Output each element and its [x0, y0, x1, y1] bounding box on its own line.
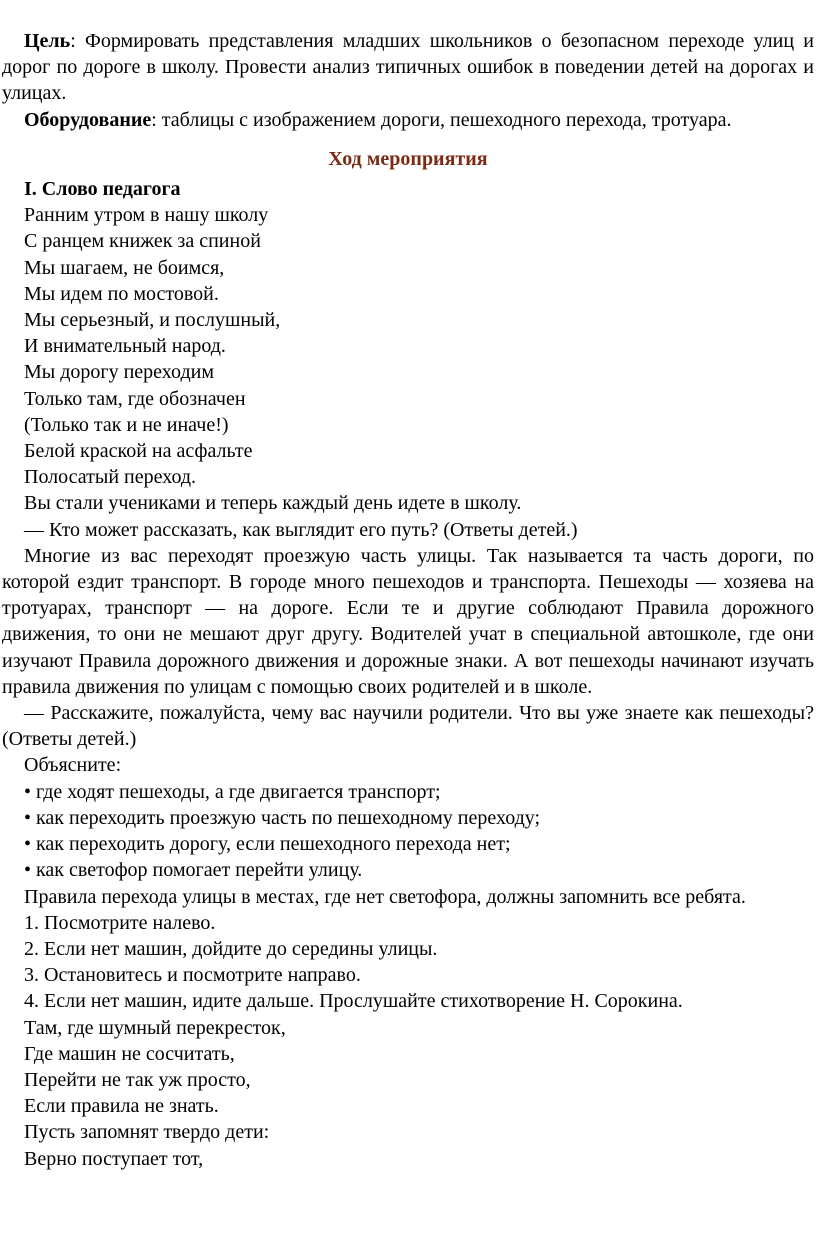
poem-2 [2, 1015, 814, 1172]
equipment-text: : таблицы с изображением дороги, пешеходного перехода, тротуара. [151, 108, 732, 131]
section-heading: I. Слово педагога [24, 178, 181, 201]
equipment-paragraph [2, 107, 814, 133]
poem-line: Мы идем по мостовой. [24, 282, 219, 305]
bullet-list [2, 779, 814, 884]
page-title: Ход мероприятия [328, 147, 488, 170]
list-item: 3. Остановитесь и посмотрите направо. [24, 964, 361, 987]
poem-line: Если правила не знать. [24, 1095, 219, 1118]
poem-line: Мы дорогу переходим [24, 361, 214, 384]
poem-line: Только там, где обозначен [24, 387, 246, 410]
question-1: — Кто может рассказать, как выглядит его путь? (Ответы детей.) [24, 518, 578, 541]
traffic-paragraph: Многие из вас переходят проезжую часть улицы. Так называется та часть дороги, по которой ездит транспорт. В городе много пешеходов и транспорта. Пешеходы — хозяева на тротуарах, транспорт — на дороге. Если те и другие соблюдают Правила дорожного движения, то они не мешают друг другу. Водителей учат в специальной автошколе, где они изучают Правила дорожного движения и дорожные знаки. А вот пешеходы начинают изучать правила движения по улицам с помощью своих родителей и в школе. [2, 544, 814, 698]
list-item: • как светофор помогает перейти улицу. [24, 859, 363, 882]
poem-line: (Только так и не иначе!) [24, 413, 229, 436]
poem-line: С ранцем книжек за спиной [24, 230, 261, 253]
poem-1 [2, 202, 814, 490]
poem-line: Ранним утром в нашу школу [24, 204, 269, 227]
poem-line: Белой краской на асфальте [24, 440, 253, 463]
list-item: • как переходить дорогу, если пешеходного перехода нет; [24, 833, 511, 856]
poem-line: Где машин не сосчитать, [24, 1042, 235, 1065]
goal-paragraph [2, 28, 814, 107]
list-item: 4. Если нет машин, идите дальше. Прослушайте стихотворение Н. Сорокина. [24, 990, 683, 1013]
poem-line: Там, где шумный перекресток, [24, 1016, 286, 1039]
list-item: • как переходить проезжую часть по пешеходному переходу; [24, 806, 541, 829]
rules-list [2, 910, 814, 1015]
poem-line: Верно поступает тот, [24, 1147, 204, 1170]
poem-line: Пусть запомнят твердо дети: [24, 1121, 270, 1144]
list-item: 1. Посмотрите налево. [24, 911, 216, 934]
question-2: — Расскажите, пожалуйста, чему вас научили родители. Что вы уже знаете как пешеходы? (Ответы детей.) [2, 702, 814, 751]
goal-label: Цель [24, 30, 71, 52]
poem-line: Мы шагаем, не боимся, [24, 256, 225, 279]
rules-intro: Правила перехода улицы в местах, где нет светофора, должны запомнить все ребята. [24, 885, 746, 908]
poem-line: И внимательный народ. [24, 335, 226, 358]
equipment-label: Оборудование [24, 108, 152, 131]
poem-line: Полосатый переход. [24, 466, 197, 489]
goal-text: : Формировать представления младших школьников о безопасном переходе улиц и дорог по дороге в школу. Провести анализ типичных ошибок в поведении детей на дорогах и улицах. [2, 30, 814, 105]
students-text: Вы стали учениками и теперь каждый день идете в школу. [24, 492, 522, 515]
explain-label: Объясните: [24, 754, 122, 777]
poem-line: Мы серьезный, и послушный, [24, 309, 281, 332]
list-item: 2. Если нет машин, дойдите до середины улицы. [24, 937, 438, 960]
list-item: • где ходят пешеходы, а где двигается транспорт; [24, 780, 441, 803]
poem-line: Перейти не так уж просто, [24, 1068, 251, 1091]
